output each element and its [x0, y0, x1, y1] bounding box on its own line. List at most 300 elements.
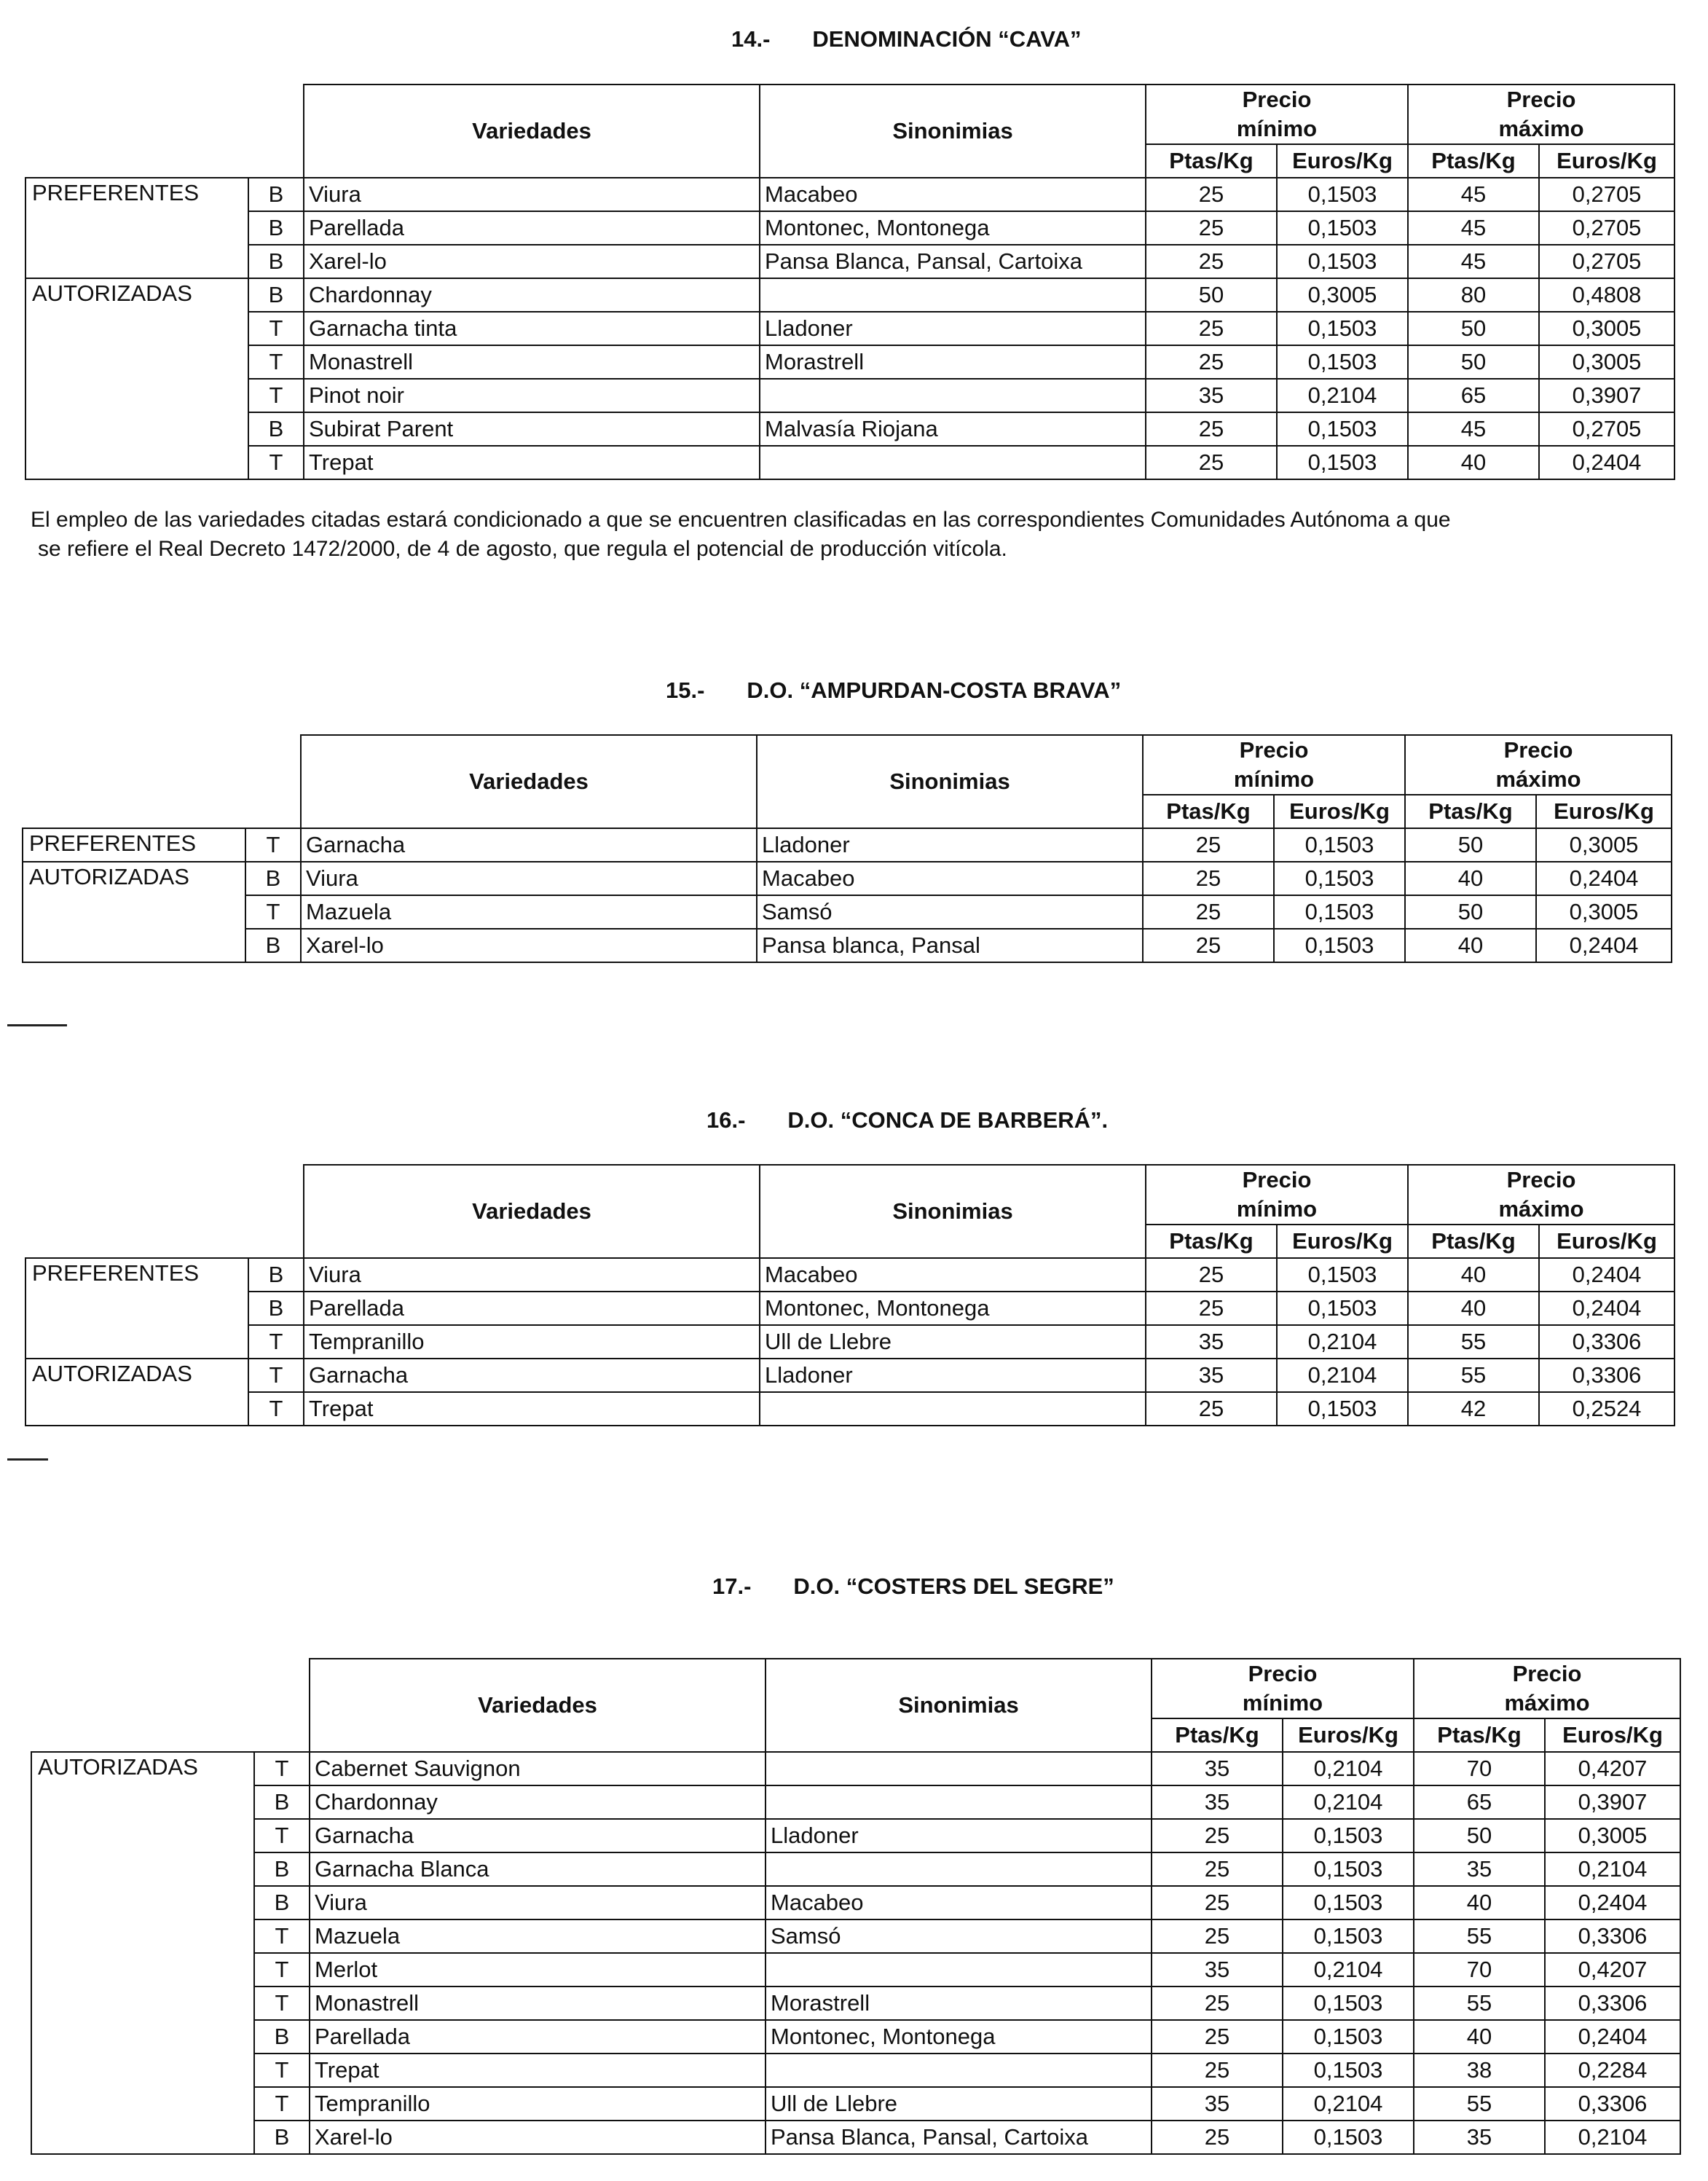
- synonym-cell: Pansa blanca, Pansal: [757, 929, 1143, 962]
- header-precio-min: [1146, 1165, 1408, 1225]
- ptas-min-cell: 25: [1152, 1886, 1283, 1919]
- euros-max-cell: 0,3005: [1539, 345, 1674, 379]
- type-cell: B: [245, 862, 301, 895]
- table-row: [31, 1953, 1680, 1987]
- euros-min-cell: 0,1503: [1277, 412, 1408, 446]
- table-row: [25, 312, 1674, 345]
- synonym-cell: Lladoner: [760, 1359, 1146, 1392]
- euros-max-cell: 0,3005: [1536, 828, 1672, 862]
- margin-mark: [7, 1024, 67, 1026]
- ptas-min-cell: 25: [1146, 1258, 1277, 1292]
- header-sinonimias: Sinonimias: [760, 1165, 1146, 1258]
- variety-cell: Garnacha tinta: [304, 312, 760, 345]
- euros-min-cell: 0,1503: [1277, 245, 1408, 278]
- type-cell: B: [254, 1852, 310, 1886]
- type-cell: B: [248, 1292, 304, 1325]
- euros-min-cell: 0,2104: [1283, 1953, 1414, 1987]
- type-cell: T: [254, 1953, 310, 1987]
- synonym-cell: Macabeo: [760, 178, 1146, 211]
- header-precio-sublabel: mínimo: [1236, 1196, 1318, 1222]
- ptas-min-cell: 35: [1152, 1953, 1283, 1987]
- ptas-min-cell: 25: [1146, 1392, 1277, 1426]
- euros-min-cell: 0,1503: [1277, 178, 1408, 211]
- variety-cell: Trepat: [304, 1392, 760, 1426]
- type-cell: B: [254, 1886, 310, 1919]
- variety-cell: Pinot noir: [304, 379, 760, 412]
- synonym-cell: [760, 446, 1146, 479]
- ptas-max-cell: 55: [1414, 1919, 1545, 1953]
- variety-cell: Chardonnay: [304, 278, 760, 312]
- type-cell: T: [254, 2087, 310, 2121]
- ptas-max-cell: 55: [1408, 1359, 1539, 1392]
- section-number: 17.-: [712, 1573, 752, 1599]
- euros-max-cell: 0,2404: [1545, 1886, 1680, 1919]
- variety-cell: Tempranillo: [310, 2087, 766, 2121]
- table-row: [25, 1258, 1674, 1292]
- table-row: [25, 211, 1674, 245]
- euros-max-cell: 0,2404: [1539, 446, 1674, 479]
- euros-min-cell: 0,1503: [1283, 1852, 1414, 1886]
- header-blank: [23, 735, 301, 828]
- variety-cell: Merlot: [310, 1953, 766, 1987]
- euros-min-cell: 0,1503: [1283, 1819, 1414, 1852]
- header-precio-max: [1408, 1165, 1674, 1225]
- ptas-min-cell: 35: [1146, 1359, 1277, 1392]
- euros-max-cell: 0,4808: [1539, 278, 1674, 312]
- euros-max-cell: 0,3907: [1545, 1785, 1680, 1819]
- euros-min-cell: 0,1503: [1277, 312, 1408, 345]
- type-cell: B: [254, 2121, 310, 2154]
- header-unit-ptas: Ptas/Kg: [1146, 1225, 1277, 1258]
- euros-max-cell: 0,3306: [1539, 1359, 1674, 1392]
- euros-min-cell: 0,1503: [1274, 862, 1405, 895]
- header-unit-euros: Euros/Kg: [1277, 144, 1408, 178]
- type-cell: T: [248, 1392, 304, 1426]
- variety-cell: Cabernet Sauvignon: [310, 1752, 766, 1785]
- table-row: [31, 2054, 1680, 2087]
- ptas-min-cell: 25: [1152, 2121, 1283, 2154]
- ptas-min-cell: 25: [1146, 211, 1277, 245]
- euros-min-cell: 0,3005: [1277, 278, 1408, 312]
- synonym-cell: [760, 1392, 1146, 1426]
- header-unit-ptas: Ptas/Kg: [1408, 144, 1539, 178]
- synonym-cell: Ull de Llebre: [760, 1325, 1146, 1359]
- header-precio-min: [1146, 85, 1408, 144]
- header-unit-euros: Euros/Kg: [1283, 1718, 1414, 1752]
- table-row: [23, 862, 1672, 895]
- table-row: [31, 2121, 1680, 2154]
- header-unit-ptas: Ptas/Kg: [1152, 1718, 1283, 1752]
- euros-max-cell: 0,2705: [1539, 178, 1674, 211]
- header-precio-sublabel: máximo: [1498, 1196, 1584, 1222]
- section-name: D.O. “CONCA DE BARBERÁ”.: [787, 1107, 1109, 1133]
- ptas-max-cell: 38: [1414, 2054, 1545, 2087]
- type-cell: T: [248, 312, 304, 345]
- header-variedades: Variedades: [304, 85, 760, 178]
- header-row: [23, 735, 1672, 795]
- euros-max-cell: 0,3306: [1545, 1987, 1680, 2020]
- ptas-max-cell: 80: [1408, 278, 1539, 312]
- variety-cell: Viura: [301, 862, 757, 895]
- footnote-line-1: El empleo de las variedades citadas estará condicionado a que se encuentren clasificadas en las correspondientes Comunidades Autónoma a que: [31, 508, 1451, 532]
- ptas-min-cell: 25: [1152, 1819, 1283, 1852]
- ptas-min-cell: 25: [1143, 828, 1274, 862]
- synonym-cell: [766, 1785, 1152, 1819]
- variety-cell: Monastrell: [304, 345, 760, 379]
- euros-min-cell: 0,2104: [1283, 1785, 1414, 1819]
- ptas-min-cell: 50: [1146, 278, 1277, 312]
- type-cell: B: [248, 278, 304, 312]
- header-precio-min: [1152, 1659, 1414, 1718]
- section-title: [712, 1573, 1114, 1600]
- euros-max-cell: 0,2404: [1536, 862, 1672, 895]
- ptas-min-cell: 25: [1152, 1987, 1283, 2020]
- synonym-cell: Lladoner: [766, 1819, 1152, 1852]
- type-cell: T: [248, 345, 304, 379]
- variety-cell: Viura: [304, 1258, 760, 1292]
- ptas-min-cell: 25: [1146, 1292, 1277, 1325]
- type-cell: T: [254, 1819, 310, 1852]
- euros-max-cell: 0,2524: [1539, 1392, 1674, 1426]
- variety-cell: Mazuela: [301, 895, 757, 929]
- ptas-min-cell: 35: [1152, 1785, 1283, 1819]
- header-precio-sublabel: mínimo: [1233, 766, 1315, 792]
- header-precio-max: [1414, 1659, 1680, 1718]
- synonym-cell: Lladoner: [757, 828, 1143, 862]
- ptas-max-cell: 70: [1414, 1953, 1545, 1987]
- euros-min-cell: 0,2104: [1277, 1325, 1408, 1359]
- euros-min-cell: 0,1503: [1283, 2121, 1414, 2154]
- ptas-min-cell: 25: [1146, 446, 1277, 479]
- euros-min-cell: 0,1503: [1277, 1392, 1408, 1426]
- ptas-max-cell: 50: [1414, 1819, 1545, 1852]
- type-cell: T: [254, 1987, 310, 2020]
- header-blank: [25, 1165, 304, 1258]
- variety-cell: Parellada: [310, 2020, 766, 2054]
- header-precio-label: Precio: [1239, 737, 1309, 763]
- table-row: [25, 379, 1674, 412]
- section-name: D.O. “COSTERS DEL SEGRE”: [793, 1573, 1114, 1599]
- footnote-line-2: se refiere el Real Decreto 1472/2000, de 4 de agosto, que regula el potencial de producción vitícola.: [38, 537, 1007, 561]
- header-precio-label: Precio: [1503, 737, 1573, 763]
- ptas-min-cell: 25: [1152, 2054, 1283, 2087]
- euros-max-cell: 0,2404: [1536, 929, 1672, 962]
- section-number: 14.-: [731, 26, 771, 52]
- type-cell: B: [245, 929, 301, 962]
- synonym-cell: [766, 1953, 1152, 1987]
- synonym-cell: Pansa Blanca, Pansal, Cartoixa: [760, 245, 1146, 278]
- euros-min-cell: 0,1503: [1277, 446, 1408, 479]
- variety-cell: Trepat: [310, 2054, 766, 2087]
- ptas-min-cell: 35: [1146, 1325, 1277, 1359]
- table-row: [23, 895, 1672, 929]
- ptas-min-cell: 25: [1152, 1852, 1283, 1886]
- ptas-min-cell: 25: [1152, 1919, 1283, 1953]
- ptas-max-cell: 65: [1414, 1785, 1545, 1819]
- synonym-cell: Montonec, Montonega: [766, 2020, 1152, 2054]
- ptas-min-cell: 35: [1146, 379, 1277, 412]
- section-title: [707, 1107, 1108, 1133]
- type-cell: T: [254, 1752, 310, 1785]
- ptas-max-cell: 40: [1408, 446, 1539, 479]
- type-cell: B: [254, 2020, 310, 2054]
- header-unit-ptas: Ptas/Kg: [1146, 144, 1277, 178]
- header-row: [25, 85, 1674, 144]
- variety-cell: Mazuela: [310, 1919, 766, 1953]
- section-number: 16.-: [707, 1107, 746, 1133]
- ptas-min-cell: 25: [1143, 929, 1274, 962]
- ptas-max-cell: 45: [1408, 245, 1539, 278]
- type-cell: T: [248, 1359, 304, 1392]
- ptas-max-cell: 35: [1414, 1852, 1545, 1886]
- header-row: [25, 1165, 1674, 1225]
- header-precio-label: Precio: [1512, 1661, 1582, 1686]
- euros-max-cell: 0,3306: [1545, 1919, 1680, 1953]
- synonym-cell: Montonec, Montonega: [760, 1292, 1146, 1325]
- ptas-max-cell: 50: [1408, 312, 1539, 345]
- euros-max-cell: 0,2404: [1539, 1292, 1674, 1325]
- type-cell: B: [248, 211, 304, 245]
- ptas-min-cell: 25: [1146, 345, 1277, 379]
- margin-mark: [7, 1458, 48, 1461]
- ptas-max-cell: 40: [1414, 1886, 1545, 1919]
- type-cell: T: [248, 1325, 304, 1359]
- euros-min-cell: 0,1503: [1274, 828, 1405, 862]
- ptas-max-cell: 40: [1408, 1258, 1539, 1292]
- ptas-max-cell: 50: [1405, 828, 1536, 862]
- header-precio-sublabel: mínimo: [1242, 1690, 1323, 1716]
- price-table: [25, 84, 1675, 480]
- header-unit-euros: Euros/Kg: [1536, 795, 1672, 828]
- synonym-cell: [766, 2054, 1152, 2087]
- ptas-min-cell: 25: [1146, 245, 1277, 278]
- euros-max-cell: 0,2705: [1539, 211, 1674, 245]
- variety-cell: Garnacha Blanca: [310, 1852, 766, 1886]
- table-row: [31, 1785, 1680, 1819]
- header-variedades: Variedades: [301, 735, 757, 828]
- header-precio-label: Precio: [1242, 1167, 1312, 1192]
- variety-cell: Garnacha: [310, 1819, 766, 1852]
- table-row: [31, 2020, 1680, 2054]
- euros-max-cell: 0,3907: [1539, 379, 1674, 412]
- variety-cell: Parellada: [304, 211, 760, 245]
- group-label: PREFERENTES: [23, 828, 245, 862]
- table-row: [31, 1852, 1680, 1886]
- footnote: [31, 506, 1451, 564]
- type-cell: T: [248, 446, 304, 479]
- type-cell: T: [254, 2054, 310, 2087]
- table-row: [25, 345, 1674, 379]
- synonym-cell: [766, 1752, 1152, 1785]
- euros-min-cell: 0,1503: [1277, 1258, 1408, 1292]
- euros-min-cell: 0,1503: [1283, 1886, 1414, 1919]
- section-number: 15.-: [666, 677, 705, 703]
- ptas-min-cell: 25: [1146, 412, 1277, 446]
- euros-min-cell: 0,1503: [1274, 929, 1405, 962]
- euros-max-cell: 0,2705: [1539, 412, 1674, 446]
- synonym-cell: Montonec, Montonega: [760, 211, 1146, 245]
- synonym-cell: Malvasía Riojana: [760, 412, 1146, 446]
- ptas-min-cell: 25: [1146, 178, 1277, 211]
- header-precio-label: Precio: [1248, 1661, 1318, 1686]
- euros-max-cell: 0,2705: [1539, 245, 1674, 278]
- header-sinonimias: Sinonimias: [757, 735, 1143, 828]
- synonym-cell: Samsó: [766, 1919, 1152, 1953]
- synonym-cell: [760, 278, 1146, 312]
- ptas-max-cell: 70: [1414, 1752, 1545, 1785]
- table-row: [25, 1325, 1674, 1359]
- header-precio-sublabel: mínimo: [1236, 116, 1318, 141]
- table-row: [25, 245, 1674, 278]
- header-precio-sublabel: máximo: [1498, 116, 1584, 141]
- table-row: [31, 1819, 1680, 1852]
- euros-min-cell: 0,1503: [1277, 211, 1408, 245]
- ptas-max-cell: 55: [1408, 1325, 1539, 1359]
- variety-cell: Xarel-lo: [304, 245, 760, 278]
- ptas-max-cell: 45: [1408, 211, 1539, 245]
- euros-max-cell: 0,4207: [1545, 1752, 1680, 1785]
- group-label: AUTORIZADAS: [23, 862, 245, 962]
- ptas-max-cell: 45: [1408, 412, 1539, 446]
- euros-min-cell: 0,1503: [1274, 895, 1405, 929]
- table-row: [25, 178, 1674, 211]
- euros-max-cell: 0,2104: [1545, 2121, 1680, 2154]
- variety-cell: Monastrell: [310, 1987, 766, 2020]
- header-precio-max: [1408, 85, 1674, 144]
- euros-max-cell: 0,3005: [1539, 312, 1674, 345]
- ptas-min-cell: 25: [1143, 862, 1274, 895]
- variety-cell: Xarel-lo: [310, 2121, 766, 2154]
- ptas-min-cell: 25: [1152, 2020, 1283, 2054]
- synonym-cell: Macabeo: [760, 1258, 1146, 1292]
- euros-max-cell: 0,2404: [1539, 1258, 1674, 1292]
- header-variedades: Variedades: [310, 1659, 766, 1752]
- synonym-cell: Morastrell: [766, 1987, 1152, 2020]
- synonym-cell: Morastrell: [760, 345, 1146, 379]
- euros-max-cell: 0,3005: [1536, 895, 1672, 929]
- header-precio-min: [1143, 735, 1405, 795]
- table-row: [31, 1752, 1680, 1785]
- header-unit-euros: Euros/Kg: [1277, 1225, 1408, 1258]
- ptas-max-cell: 40: [1405, 929, 1536, 962]
- ptas-min-cell: 35: [1152, 2087, 1283, 2121]
- section-title: [731, 26, 1082, 52]
- synonym-cell: [760, 379, 1146, 412]
- header-precio-max: [1405, 735, 1672, 795]
- type-cell: B: [248, 178, 304, 211]
- type-cell: B: [248, 1258, 304, 1292]
- type-cell: B: [254, 1785, 310, 1819]
- table-row: [25, 1392, 1674, 1426]
- group-label: AUTORIZADAS: [25, 1359, 248, 1426]
- table-row: [31, 1886, 1680, 1919]
- ptas-max-cell: 55: [1414, 1987, 1545, 2020]
- ptas-max-cell: 35: [1414, 2121, 1545, 2154]
- ptas-max-cell: 50: [1408, 345, 1539, 379]
- euros-max-cell: 0,2284: [1545, 2054, 1680, 2087]
- header-unit-ptas: Ptas/Kg: [1143, 795, 1274, 828]
- group-label: PREFERENTES: [25, 1258, 248, 1359]
- euros-min-cell: 0,1503: [1283, 2054, 1414, 2087]
- synonym-cell: Macabeo: [757, 862, 1143, 895]
- header-unit-ptas: Ptas/Kg: [1414, 1718, 1545, 1752]
- table-row: [23, 828, 1672, 862]
- group-label: AUTORIZADAS: [31, 1752, 254, 2154]
- table-row: [23, 929, 1672, 962]
- type-cell: T: [254, 1919, 310, 1953]
- header-precio-label: Precio: [1506, 1167, 1576, 1192]
- table-row: [31, 1987, 1680, 2020]
- euros-min-cell: 0,1503: [1277, 1292, 1408, 1325]
- price-table: [25, 1164, 1675, 1426]
- euros-min-cell: 0,2104: [1277, 379, 1408, 412]
- group-label: PREFERENTES: [25, 178, 248, 278]
- variety-cell: Chardonnay: [310, 1785, 766, 1819]
- synonym-cell: [766, 1852, 1152, 1886]
- header-unit-euros: Euros/Kg: [1274, 795, 1405, 828]
- ptas-max-cell: 55: [1414, 2087, 1545, 2121]
- table-row: [25, 1292, 1674, 1325]
- variety-cell: Garnacha: [301, 828, 757, 862]
- section-title: [666, 677, 1121, 704]
- type-cell: B: [248, 245, 304, 278]
- ptas-max-cell: 40: [1408, 1292, 1539, 1325]
- ptas-max-cell: 45: [1408, 178, 1539, 211]
- variety-cell: Tempranillo: [304, 1325, 760, 1359]
- euros-min-cell: 0,2104: [1283, 1752, 1414, 1785]
- ptas-max-cell: 40: [1414, 2020, 1545, 2054]
- header-blank: [25, 85, 304, 178]
- header-unit-euros: Euros/Kg: [1539, 1225, 1674, 1258]
- euros-min-cell: 0,1503: [1283, 1987, 1414, 2020]
- type-cell: T: [245, 895, 301, 929]
- header-precio-sublabel: máximo: [1504, 1690, 1590, 1716]
- euros-min-cell: 0,2104: [1283, 2087, 1414, 2121]
- header-sinonimias: Sinonimias: [766, 1659, 1152, 1752]
- header-unit-euros: Euros/Kg: [1545, 1718, 1680, 1752]
- variety-cell: Viura: [310, 1886, 766, 1919]
- synonym-cell: Lladoner: [760, 312, 1146, 345]
- header-variedades: Variedades: [304, 1165, 760, 1258]
- header-precio-label: Precio: [1506, 87, 1576, 112]
- type-cell: B: [248, 412, 304, 446]
- header-unit-ptas: Ptas/Kg: [1405, 795, 1536, 828]
- ptas-max-cell: 50: [1405, 895, 1536, 929]
- header-unit-euros: Euros/Kg: [1539, 144, 1674, 178]
- euros-max-cell: 0,2404: [1545, 2020, 1680, 2054]
- euros-max-cell: 0,4207: [1545, 1953, 1680, 1987]
- euros-max-cell: 0,3005: [1545, 1819, 1680, 1852]
- header-precio-sublabel: máximo: [1495, 766, 1581, 792]
- ptas-max-cell: 42: [1408, 1392, 1539, 1426]
- type-cell: T: [245, 828, 301, 862]
- header-precio-label: Precio: [1242, 87, 1312, 112]
- header-unit-ptas: Ptas/Kg: [1408, 1225, 1539, 1258]
- euros-min-cell: 0,2104: [1277, 1359, 1408, 1392]
- table-row: [25, 446, 1674, 479]
- euros-min-cell: 0,1503: [1283, 1919, 1414, 1953]
- euros-min-cell: 0,1503: [1277, 345, 1408, 379]
- euros-max-cell: 0,2104: [1545, 1852, 1680, 1886]
- header-row: [31, 1659, 1680, 1718]
- variety-cell: Garnacha: [304, 1359, 760, 1392]
- table-row: [25, 278, 1674, 312]
- synonym-cell: Pansa Blanca, Pansal, Cartoixa: [766, 2121, 1152, 2154]
- table-row: [25, 412, 1674, 446]
- ptas-min-cell: 35: [1152, 1752, 1283, 1785]
- variety-cell: Subirat Parent: [304, 412, 760, 446]
- price-table: [22, 734, 1672, 963]
